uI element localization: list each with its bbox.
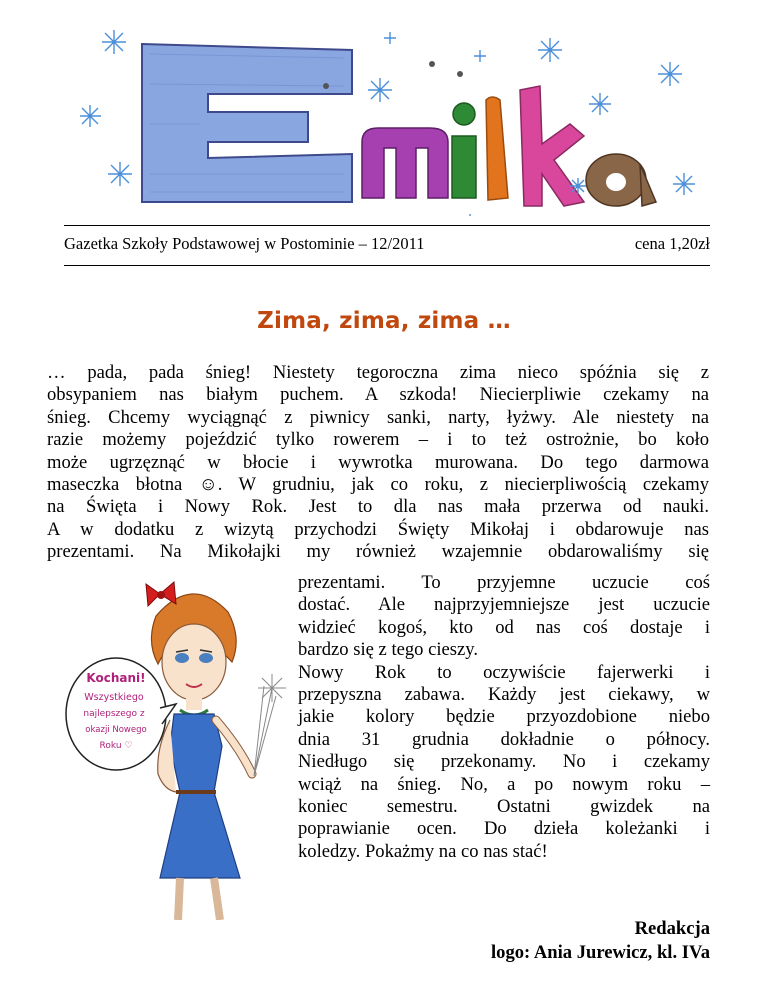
masthead-publication: Gazetka Szkoły Podstawowej w Postominie – 12/2011 [64,234,425,253]
text-line: Nowy Rok to oczywiście fajerwerki i [298,661,710,683]
logo-letter-l [486,97,508,200]
text-line: koledzy. Pokażmy na co nas stać! [298,840,548,862]
logo-credit: logo: Ania Jurewicz, kl. IVa [490,942,710,963]
text-line: poprawianie ocen. Do dzieła koleżanki i [298,818,710,840]
bubble-line-4: okazji Nowego [85,725,147,735]
text-line: A w dodatku z wizytą przychodzi Święty Mikołaj i obdarowuje nas [47,518,709,540]
emilka-hand-drawn-logo [80,24,700,216]
text-line: przepyszna zabawa. Każdy jest ciekawy, w [298,683,710,705]
text-line: śnieg. Chcemy wyciągnąć z piwnicy sanki, narty, łyżwy. Ale niestety na [47,406,709,428]
logo-letter-i [452,103,476,198]
masthead-top-rule [64,225,710,226]
masthead-price: cena 1,20zł [634,234,710,253]
bubble-line-3: najlepszego z [83,709,145,719]
text-line: Niedługo się przekonamy. No i czekamy [298,751,710,773]
logo-letter-a [586,154,656,206]
text-line: obsypaniem nas białym puchem. A szkoda! Niecierpliwie czekamy na [47,384,709,406]
text-line: razie możemy pojeździć tylko rowerem – i to też ostrożnie, bo koło [47,429,709,451]
bubble-line-1: Kochani! [86,671,146,685]
logo-letter-m [362,128,448,198]
text-line: może ugrzęznąć w błocie i wywrotka murowana. Do tego darmowa [47,451,709,473]
text-line: dnia 31 grudnia dokładnie o północy. [298,728,710,750]
sparkler [254,674,286,776]
masthead [64,234,710,258]
text-line: widzieć kogoś, kto od nas coś dostaje i [298,616,710,638]
illustration [64,578,296,920]
text-line: koniec semestru. Ostatni gwizdek na [298,795,710,817]
text-line: jakie kolory będzie przyozdobione niebo [298,706,710,728]
text-line: na Święta i Nowy Rok. Jest to dla nas mała przerwa od nauki. [47,496,709,518]
text-line: … pada, pada śnieg! Niestety tegoroczna zima nieco spóźnia się z [47,362,709,383]
text-line: bardzo się z tego cieszy. [298,639,478,661]
bubble-line-2: Wszystkiego [84,692,144,703]
article-paragraph-2 [298,572,710,863]
signature-editors: Redakcja [634,918,710,939]
girl-with-sparkler-drawing [64,578,296,920]
logo-letter-k [520,86,584,206]
text-line: prezentami. To przyjemne uczucie coś [298,572,710,593]
text-line: wciąż na śnieg. No, a po nowym roku – [298,773,710,795]
text-line: dostać. Ale najprzyjemniejsze jest uczucie [298,594,710,616]
article-paragraph-1 [47,362,709,564]
text-line: prezentami. Na Mikołajki my również wzajemnie obdarowaliśmy się [47,541,709,563]
emilka-logo [80,24,700,216]
masthead-bottom-rule [64,265,710,266]
logo-letter-e [142,44,352,202]
bubble-line-5: Roku ♡ [99,741,133,751]
text-line: maseczka błotna ☺. W grudniu, jak co roku, z niecierpliwością czekamy [47,473,709,495]
article-title: Zima, zima, zima … [257,308,511,334]
